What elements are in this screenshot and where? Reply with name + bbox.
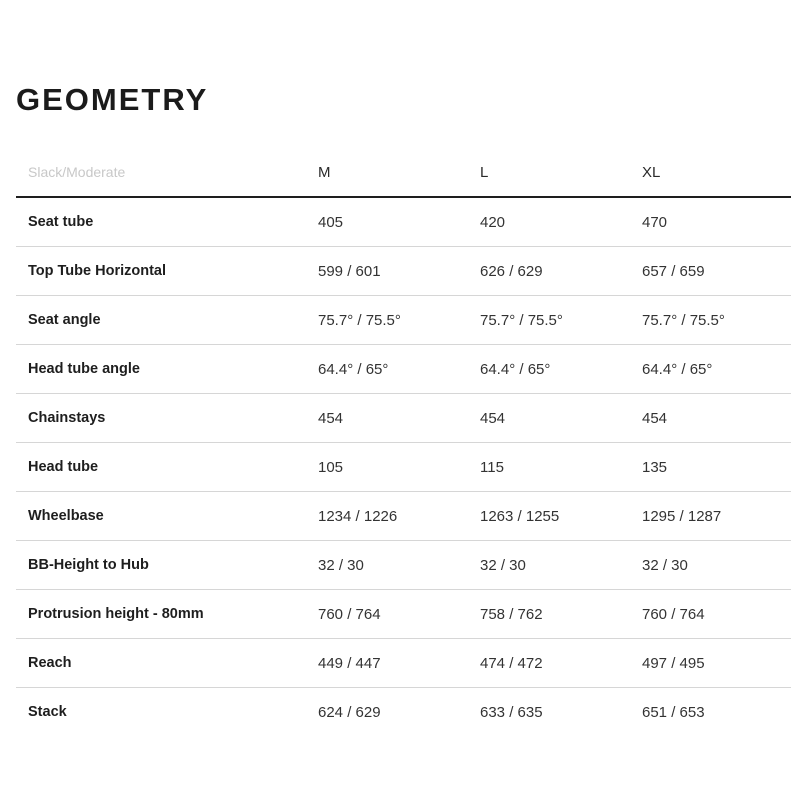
row-label: Seat tube	[16, 197, 318, 247]
table-row	[16, 394, 791, 443]
row-label: Seat angle	[16, 296, 318, 345]
value-cell-xl: 497 / 495	[642, 639, 791, 688]
page-title: GEOMETRY	[16, 82, 209, 117]
value-cell-l: 75.7° / 75.5°	[480, 296, 642, 345]
row-label: Head tube	[16, 443, 318, 492]
table-row	[16, 345, 791, 394]
value-cell-l: 474 / 472	[480, 639, 642, 688]
table-row	[16, 590, 791, 639]
value-cell-m: 75.7° / 75.5°	[318, 296, 480, 345]
value-cell-l: 115	[480, 443, 642, 492]
value-cell-l: 420	[480, 197, 642, 247]
corner-label: Slack/Moderate	[16, 148, 318, 197]
value-cell-m: 599 / 601	[318, 247, 480, 296]
value-cell-m: 405	[318, 197, 480, 247]
value-cell-xl: 32 / 30	[642, 541, 791, 590]
value-cell-m: 760 / 764	[318, 590, 480, 639]
row-label: Head tube angle	[16, 345, 318, 394]
value-cell-m: 105	[318, 443, 480, 492]
value-cell-xl: 470	[642, 197, 791, 247]
value-cell-xl: 135	[642, 443, 791, 492]
value-cell-m: 449 / 447	[318, 639, 480, 688]
value-cell-xl: 64.4° / 65°	[642, 345, 791, 394]
value-cell-m: 1234 / 1226	[318, 492, 480, 541]
value-cell-l: 454	[480, 394, 642, 443]
value-cell-l: 758 / 762	[480, 590, 642, 639]
value-cell-m: 624 / 629	[318, 703, 381, 721]
value-cell-m: 64.4° / 65°	[318, 345, 480, 394]
value-cell-xl: 1295 / 1287	[642, 492, 791, 541]
geometry-table	[16, 148, 791, 736]
value-cell-l: 32 / 30	[480, 541, 642, 590]
row-label: Top Tube Horizontal	[16, 247, 318, 296]
value-cell-xl: 651 / 653	[642, 703, 705, 721]
row-label: Wheelbase	[16, 492, 318, 541]
row-label: Reach	[16, 639, 318, 688]
value-cell-l: 64.4° / 65°	[480, 345, 642, 394]
value-cell-l: 1263 / 1255	[480, 492, 642, 541]
table-row	[16, 541, 791, 590]
header-row	[16, 148, 791, 197]
value-cell-xl: 760 / 764	[642, 590, 791, 639]
row-label: Protrusion height - 80mm	[16, 590, 318, 639]
row-label: BB-Height to Hub	[16, 541, 318, 590]
table-row	[16, 247, 791, 296]
table-row	[16, 688, 791, 737]
value-cell-xl: 657 / 659	[642, 247, 791, 296]
row-label: Stack	[28, 704, 67, 720]
value-cell-l: 626 / 629	[480, 247, 642, 296]
table-header	[16, 148, 791, 197]
value-cell-m: 454	[318, 394, 480, 443]
table-row	[16, 296, 791, 345]
size-header-m: M	[318, 148, 480, 197]
table-row	[16, 443, 791, 492]
value-cell-xl: 454	[642, 394, 791, 443]
table-row	[16, 639, 791, 688]
size-header-xl: XL	[642, 148, 791, 197]
table-body	[16, 197, 791, 736]
value-cell-xl: 75.7° / 75.5°	[642, 296, 791, 345]
size-header-l: L	[480, 148, 642, 197]
value-cell-l: 633 / 635	[480, 703, 543, 721]
table-row	[16, 197, 791, 247]
table-row	[16, 492, 791, 541]
value-cell-m: 32 / 30	[318, 541, 480, 590]
row-label: Chainstays	[16, 394, 318, 443]
